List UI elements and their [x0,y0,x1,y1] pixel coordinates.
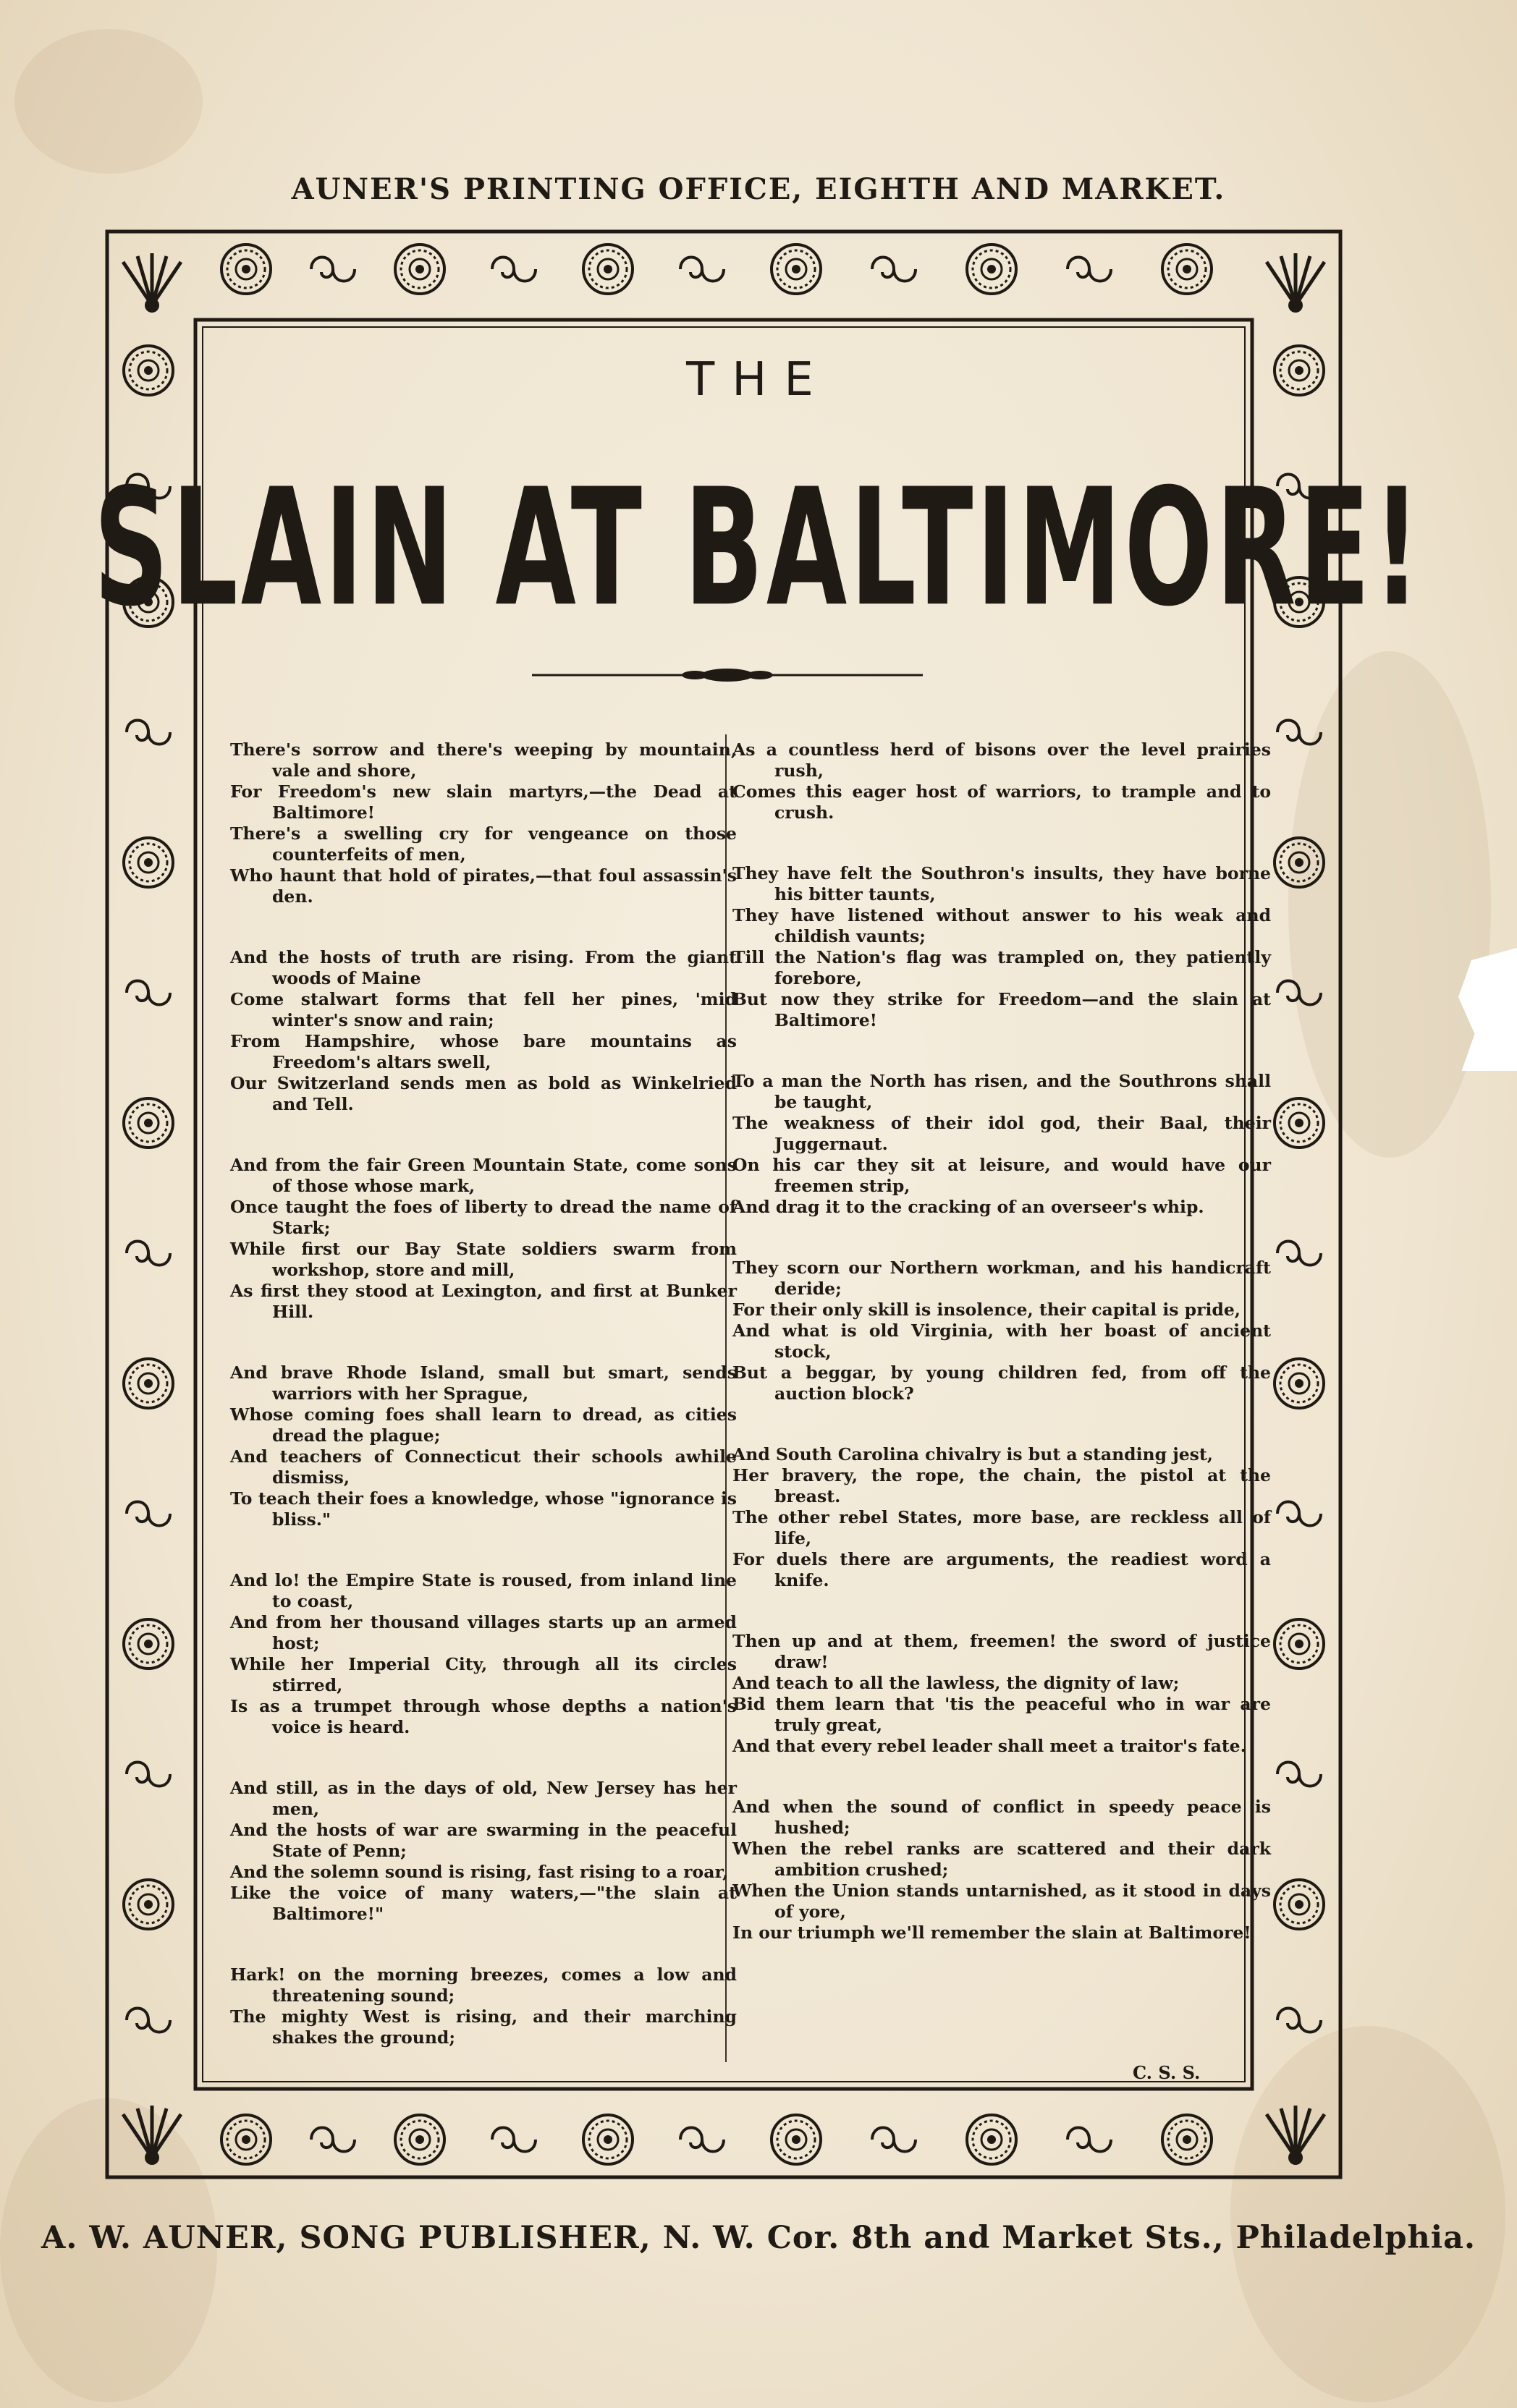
poem-line: And South Carolina chivalry is but a standing jest, [732,1444,1213,1464]
stanza [230,1155,737,1323]
poem-line: Once taught the foes of liberty to dread the name of Stark; [230,1197,737,1238]
stanza [230,947,737,1115]
stanza [230,1778,737,1925]
poem-line: And that every rebel leader shall meet a traitor's fate. [732,1736,1246,1756]
poem-line: To a man the North has risen, and the Southrons shall be taught, [732,1071,1271,1112]
poem-left-column [230,739,737,2088]
publisher-imprint: A. W. AUNER, SONG PUBLISHER, N. W. Cor. 8th and Market Sts., Philadelphia. [41,2220,1476,2256]
stanza [732,1258,1271,1404]
poem-line: While first our Bay State soldiers swarm from workshop, store and mill, [230,1239,737,1280]
stanza [230,1964,737,2048]
title-article: THE [686,353,831,407]
poem-line: But now they strike for Freedom—and the slain at Baltimore! [732,989,1271,1030]
ornamental-divider [532,664,923,686]
poem-line: The mighty West is rising, and their marching shakes the ground; [230,2006,737,2048]
stanza [732,1444,1271,1591]
poem-line: And what is old Virginia, with her boast of ancient stock, [732,1320,1271,1362]
poem-line: And brave Rhode Island, small but smart, sends warriors with her Sprague, [230,1362,737,1404]
poem-body [230,739,1274,2071]
poem-line: As a countless herd of bisons over the level prairies rush, [732,739,1271,781]
poem-line: Hark! on the morning breezes, comes a low and threatening sound; [230,1964,737,2006]
poem-line: When the Union stands untarnished, as it stood in days of yore, [732,1881,1271,1922]
poem-line: Bid them learn that 'tis the peaceful who in war are truly great, [732,1694,1271,1735]
stanza [732,1071,1271,1218]
poem-line: Till the Nation's flag was trampled on, they patiently forebore, [732,947,1271,988]
printer-imprint: AUNER'S PRINTING OFFICE, EIGHTH AND MARKET. [291,172,1226,206]
poem-line: And the solemn sound is rising, fast rising to a roar, [230,1862,729,1882]
page-title: SLAIN AT BALTIMORE! [93,453,1424,642]
poem-line: And drag it to the cracking of an overseer's whip. [732,1197,1204,1217]
poem-line: Our Switzerland sends men as bold as Winkelried and Tell. [230,1073,737,1114]
poem-line: While her Imperial City, through all its circles stirred, [230,1654,737,1695]
poem-line: There's sorrow and there's weeping by mountain, vale and shore, [230,739,737,781]
stanza [732,863,1271,1031]
poem-line: For Freedom's new slain martyrs,—the Dead at Baltimore! [230,781,737,823]
poem-line: The other rebel States, more base, are reckless all of life, [732,1507,1271,1548]
stanza [230,1362,737,1530]
poem-line: Come stalwart forms that fell her pines, 'mid winter's snow and rain; [230,989,737,1030]
poem-line: As first they stood at Lexington, and first at Bunker Hill. [230,1281,737,1322]
poem-line: When the rebel ranks are scattered and their dark ambition crushed; [732,1839,1271,1880]
poem-line: In our triumph we'll remember the slain at Baltimore! [732,1922,1251,1943]
poem-line: There's a swelling cry for vengeance on those counterfeits of men, [230,823,737,865]
poem-line: Her bravery, the rope, the chain, the pistol at the breast. [732,1465,1271,1506]
poem-line: And teach to all the lawless, the dignity of law; [732,1673,1180,1693]
poem-line: And the hosts of war are swarming in the peaceful State of Penn; [230,1820,737,1861]
stanza [732,1797,1271,1943]
poem-line: And lo! the Empire State is roused, from inland line to coast, [230,1570,737,1611]
poem-line: They scorn our Northern workman, and his handicraft deride; [732,1258,1271,1299]
poem-line: They have listened without answer to his weak and childish vaunts; [732,905,1271,946]
poem-line: The weakness of their idol god, their Baal, their Juggernaut. [732,1113,1271,1154]
stanza [732,1631,1271,1757]
poem-line: And from her thousand villages starts up an armed host; [230,1612,737,1653]
poem-line: And when the sound of conflict in speedy peace is hushed; [732,1797,1271,1838]
poem-line: For their only skill is insolence, their capital is pride, [732,1300,1241,1320]
stanza [732,739,1271,823]
poem-line: Whose coming foes shall learn to dread, as cities dread the plague; [230,1404,737,1446]
author-initials: C. S. S. [1133,2062,1201,2083]
poem-line: And from the fair Green Mountain State, come sons of those whose mark, [230,1155,737,1196]
poem-line: But a beggar, by young children fed, from off the auction block? [732,1362,1271,1404]
poem-line: Is as a trumpet through whose depths a nation's voice is heard. [230,1696,737,1737]
poem-line: And teachers of Connecticut their schools awhile dismiss, [230,1446,737,1488]
poem-right-column [732,739,1271,1983]
stanza [230,1570,737,1738]
poem-line: On his car they sit at leisure, and would have our freemen strip, [732,1155,1271,1196]
poem-line: Like the voice of many waters,—"the slain at Baltimore!" [230,1883,737,1924]
poem-line: Then up and at them, freemen! the sword of justice draw! [732,1631,1271,1672]
poem-line: From Hampshire, whose bare mountains as Freedom's altars swell, [230,1031,737,1072]
poem-line: To teach their foes a knowledge, whose "ignorance is bliss." [230,1488,737,1530]
stanza [230,739,737,907]
poem-line: And the hosts of truth are rising. From the giant woods of Maine [230,947,737,988]
poem-line: And still, as in the days of old, New Jersey has her men, [230,1778,737,1819]
poem-line: Who haunt that hold of pirates,—that foul assassin's den. [230,865,737,907]
poem-line: They have felt the Southron's insults, they have borne his bitter taunts, [732,863,1271,904]
poem-line: For duels there are arguments, the readiest word a knife. [732,1549,1271,1590]
poem-line: Comes this eager host of warriors, to trample and to crush. [732,781,1271,823]
